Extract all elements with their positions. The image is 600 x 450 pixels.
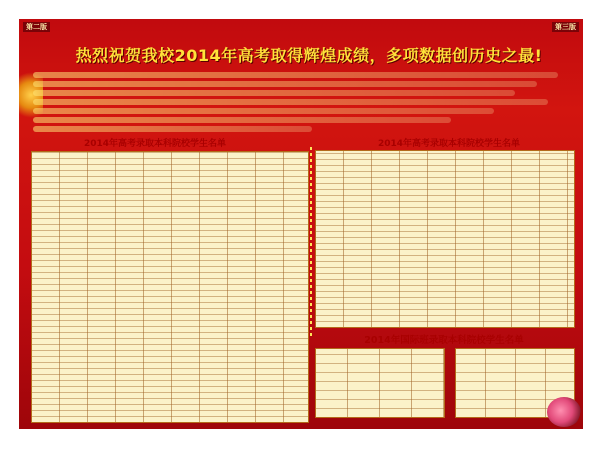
intro-line: [33, 108, 494, 114]
flower-decoration: [547, 397, 581, 427]
admissions-list-title-right: 2014年高考录取本科院校学生名单: [377, 139, 521, 149]
edition-label-left: 第二版: [23, 22, 50, 32]
admissions-list-title-left: 2014年高考录取本科院校学生名单: [83, 139, 227, 149]
international-table-left: [315, 348, 445, 418]
intro-line: [33, 81, 537, 87]
intro-line: [33, 90, 515, 96]
intro-text-block: [33, 69, 569, 129]
column-divider: [310, 147, 312, 337]
intro-line: [33, 99, 548, 105]
headline: 热烈祝贺我校2014年高考取得辉煌成绩，多项数据创历史之最!: [75, 46, 543, 65]
intro-line: [33, 126, 312, 132]
admissions-table-left: [31, 151, 309, 423]
intro-line: [33, 72, 558, 78]
poster: [19, 19, 583, 429]
edition-label-right: 第三版: [552, 22, 579, 32]
international-list-title: 2014年国际班录取本科院校学生名单: [364, 335, 524, 346]
intro-line: [33, 117, 451, 123]
admissions-table-right: [315, 150, 575, 328]
